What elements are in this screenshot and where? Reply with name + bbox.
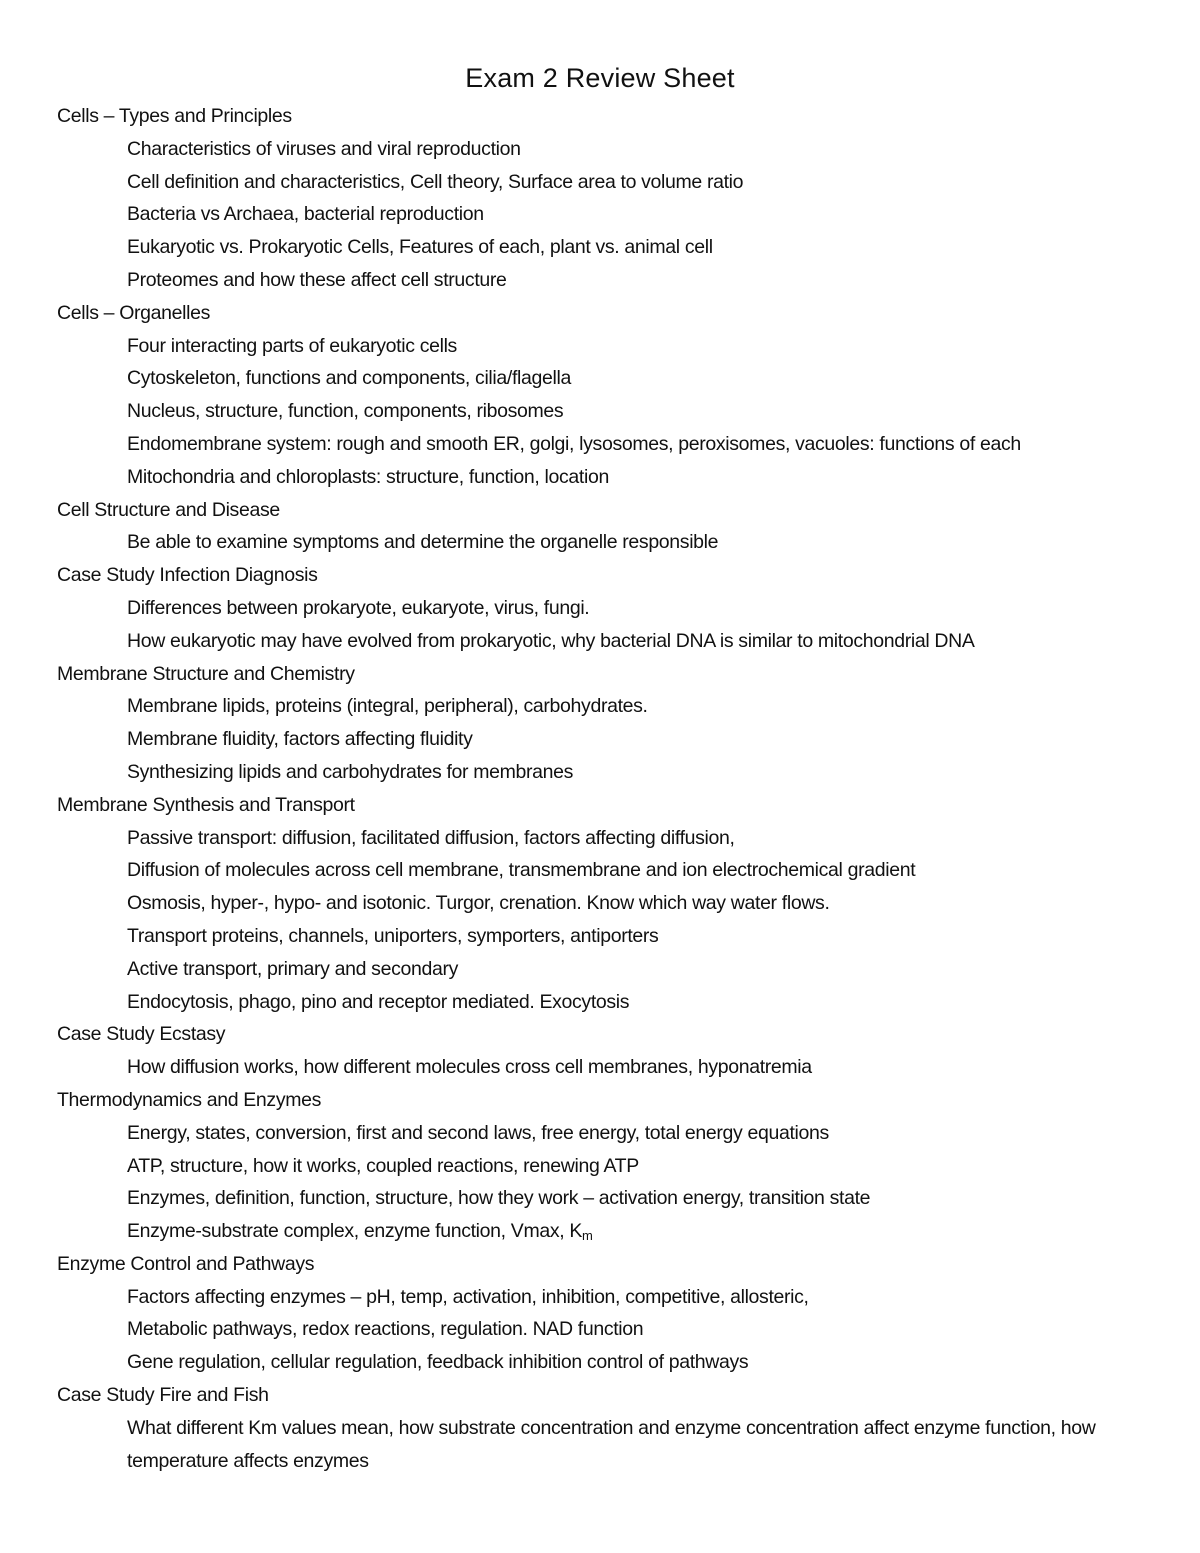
topic-item: Characteristics of viruses and viral reproduction [127, 137, 521, 160]
topic-item: Membrane lipids, proteins (integral, peripheral), carbohydrates. [127, 695, 648, 718]
km-line-text: Enzyme-substrate complex, enzyme function, Vmax, K [127, 1220, 583, 1243]
review-outline [57, 100, 1177, 1477]
topic-item: Nucleus, structure, function, components, ribosomes [127, 400, 564, 423]
topic-item: Membrane fluidity, factors affecting fluidity [127, 728, 473, 751]
section-heading: Cells – Types and Principles [57, 105, 292, 127]
topic-item-km [57, 1215, 1177, 1248]
topic-item: How diffusion works, how different molecules cross cell membranes, hyponatremia [127, 1056, 812, 1079]
topic-item: Eukaryotic vs. Prokaryotic Cells, Features of each, plant vs. animal cell [127, 236, 713, 259]
topic-item: Passive transport: diffusion, facilitated diffusion, factors affecting diffusion, [127, 826, 735, 849]
page-title: Exam 2 Review Sheet [465, 63, 735, 93]
km-subscript: m [582, 1228, 593, 1244]
topic-item: Diffusion of molecules across cell membrane, transmembrane and ion electrochemical gradient [127, 859, 916, 882]
section-heading: Cell Structure and Disease [57, 498, 280, 521]
topic-item: Bacteria vs Archaea, bacterial reproduction [127, 203, 484, 226]
topic-item: Active transport, primary and secondary [127, 957, 458, 980]
topic-item: Proteomes and how these affect cell structure [127, 268, 507, 291]
section-heading: Case Study Infection Diagnosis [57, 564, 318, 587]
topic-item: Differences between prokaryote, eukaryote, virus, fungi. [127, 596, 590, 619]
section-heading: Membrane Structure and Chemistry [57, 662, 355, 685]
section-heading: Cells – Organelles [57, 301, 211, 324]
section-heading: Case Study Ecstasy [57, 1023, 226, 1046]
topic-item: Be able to examine symptoms and determine the organelle responsible [127, 531, 719, 554]
topic-item: Metabolic pathways, redox reactions, regulation. NAD function [127, 1318, 644, 1341]
topic-item: How eukaryotic may have evolved from prokaryotic, why bacterial DNA is similar to mitochondrial DNA [127, 629, 975, 652]
topic-item: Mitochondria and chloroplasts: structure, function, location [127, 465, 609, 488]
topic-item: Cell definition and characteristics, Cell theory, Surface area to volume ratio [127, 170, 744, 193]
section-heading: Membrane Synthesis and Transport [57, 793, 355, 816]
topic-item: Enzymes, definition, function, structure, how they work – activation energy, transition state [127, 1187, 871, 1210]
topic-item: Osmosis, hyper-, hypo- and isotonic. Turgor, crenation. Know which way water flows. [127, 892, 830, 915]
topic-item: Cytoskeleton, functions and components, cilia/flagella [127, 367, 571, 390]
topic-item: Four interacting parts of eukaryotic cells [127, 334, 457, 357]
topic-item: Endocytosis, phago, pino and receptor mediated. Exocytosis [127, 990, 630, 1013]
topic-item: Factors affecting enzymes – pH, temp, activation, inhibition, competitive, allosteric, [127, 1285, 809, 1308]
section-heading: Thermodynamics and Enzymes [57, 1088, 322, 1111]
topic-item: Energy, states, conversion, first and second laws, free energy, total energy equations [127, 1121, 829, 1144]
section-heading: Enzyme Control and Pathways [57, 1252, 315, 1275]
topic-item: Synthesizing lipids and carbohydrates for membranes [127, 760, 574, 783]
topic-item: Transport proteins, channels, uniporters, symporters, antiporters [127, 924, 659, 947]
section-heading: Case Study Fire and Fish [57, 1384, 269, 1407]
topic-item: Gene regulation, cellular regulation, feedback inhibition control of pathways [127, 1351, 749, 1374]
topic-item: ATP, structure, how it works, coupled reactions, renewing ATP [127, 1154, 639, 1177]
topic-item: Endomembrane system: rough and smooth ER, golgi, lysosomes, peroxisomes, vacuoles: functions of each [127, 432, 1021, 455]
topic-item: What different Km values mean, how substrate concentration and enzyme concentration affect enzyme function, how temperature affects enzymes [127, 1416, 1096, 1472]
